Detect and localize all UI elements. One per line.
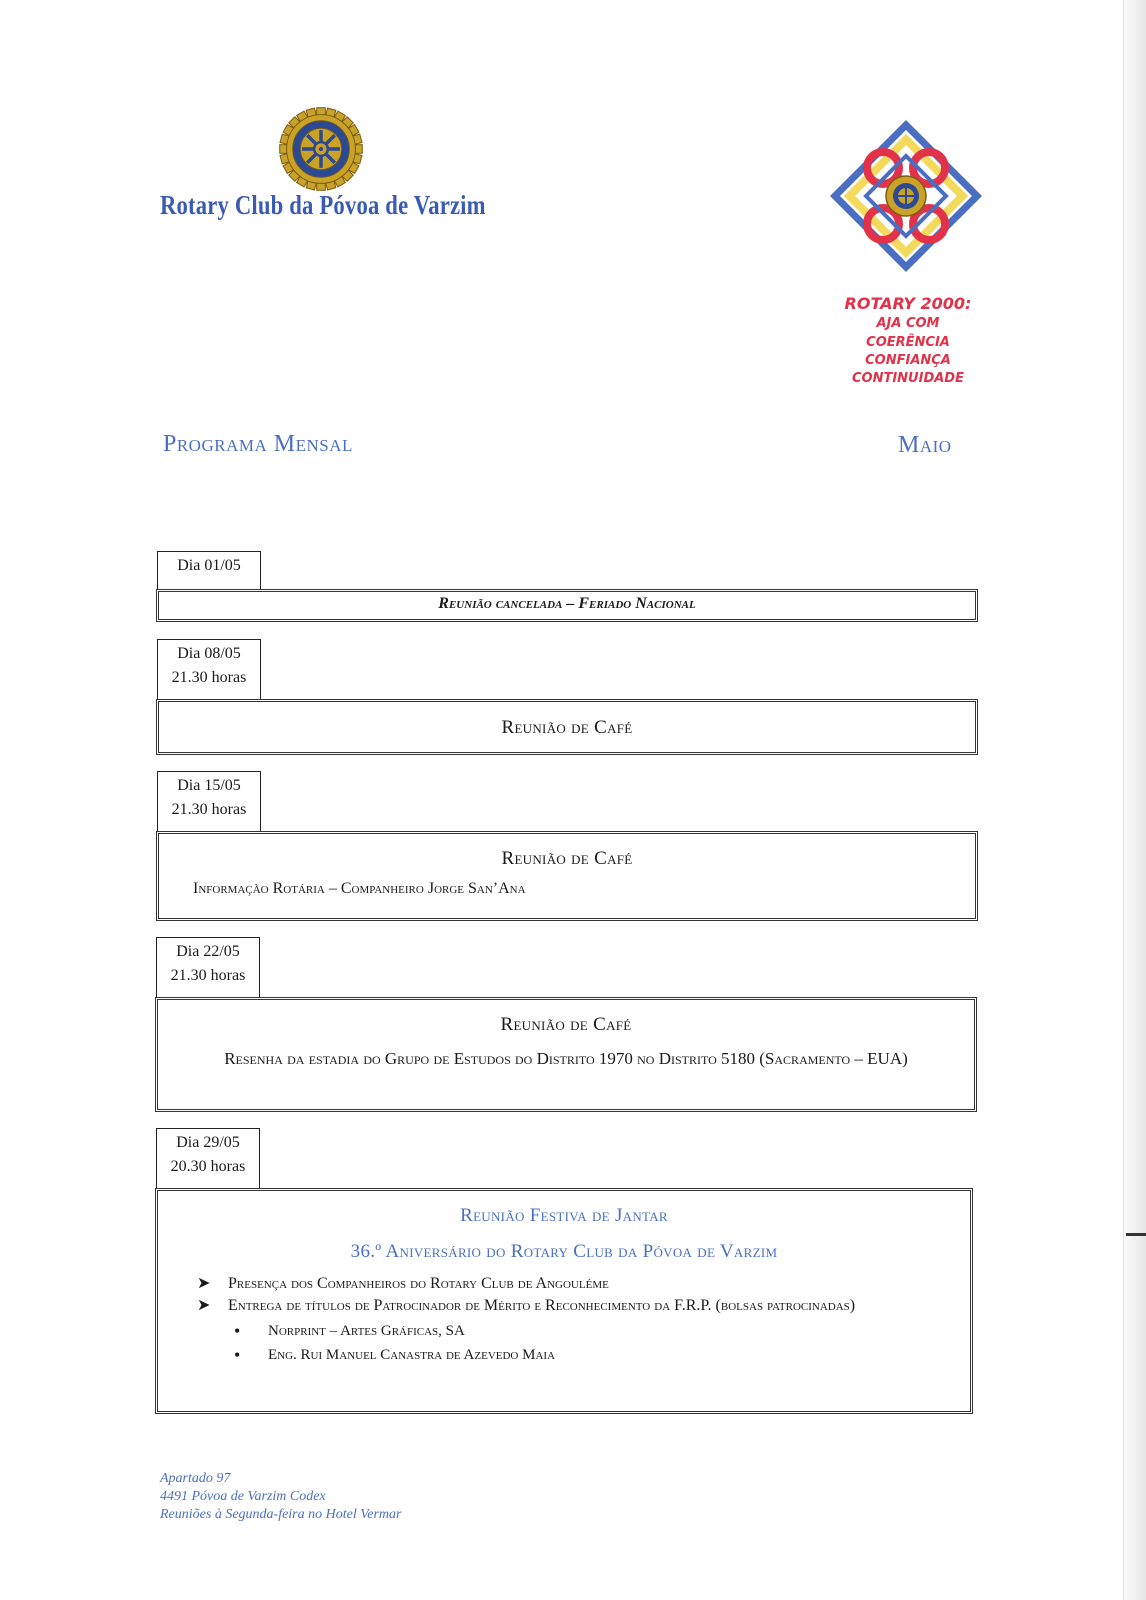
footer-address	[160, 1470, 401, 1524]
event-subtitle: 36.º Aniversário do Rotary Club da Póvoa de Varzim	[350, 1241, 778, 1262]
footer-line: Apartado 97	[160, 1471, 231, 1486]
list-item-text: Norprint – Artes Gráficas, SA	[268, 1323, 465, 1339]
rotary-2000-motto	[818, 293, 998, 388]
page-edge-shadow	[1123, 0, 1146, 1600]
club-name: Rotary Club da Póvoa de Varzim	[160, 190, 486, 220]
round-bullet-icon: •	[234, 1345, 241, 1365]
event-title: Reunião Festiva de Jantar	[460, 1205, 668, 1226]
arrow-bullet-icon: ➤	[197, 1275, 211, 1292]
event-date: Dia 01/05	[177, 557, 241, 574]
event-title: Reunião de Café	[501, 848, 633, 869]
event-date-box	[156, 937, 260, 997]
event-date-box	[157, 639, 261, 699]
event-title: Reunião cancelada – Feriado Nacional	[438, 595, 696, 612]
event-title: Reunião de Café	[501, 717, 633, 738]
motto-line: CONFIANÇA	[865, 352, 951, 368]
event-date-box	[157, 771, 261, 831]
list-item-text: Eng. Rui Manuel Canastra de Azevedo Maia	[268, 1347, 556, 1363]
rotary-2000-emblem	[826, 116, 986, 276]
program-title: Programa Mensal	[163, 431, 353, 457]
list-item	[234, 1319, 970, 1343]
rotary-wheel-logo	[278, 106, 364, 192]
motto-line: AJA COM	[876, 316, 940, 332]
list-item	[234, 1343, 970, 1367]
event-date: Dia 29/05	[176, 1134, 240, 1151]
event-date: Dia 08/05	[177, 645, 241, 662]
list-item-text: Entrega de títulos de Patrocinador de Mérito e Reconhecimento da F.R.P. (bolsas patrocinadas)	[228, 1297, 856, 1314]
footer-line: 4491 Póvoa de Varzim Codex	[160, 1489, 326, 1504]
event-box	[156, 699, 978, 755]
event-time: 21.30 horas	[171, 801, 247, 818]
event-box-festive	[155, 1188, 973, 1414]
event-detail: Informação Rotária – Companheiro Jorge San’Ana	[193, 880, 526, 897]
list-item	[197, 1273, 970, 1295]
event-items-list	[158, 1273, 970, 1317]
event-title: Reunião de Café	[500, 1014, 632, 1035]
round-bullet-icon: •	[234, 1321, 241, 1341]
motto-title: ROTARY 2000:	[844, 294, 972, 313]
event-box	[155, 997, 977, 1112]
edge-mark	[1126, 1233, 1146, 1236]
event-date: Dia 15/05	[177, 777, 241, 794]
footer-line: Reuniões à Segunda-feira no Hotel Vermar	[160, 1507, 402, 1522]
event-time: 21.30 horas	[170, 967, 246, 984]
event-box	[156, 831, 978, 921]
event-subitems-list	[158, 1319, 970, 1367]
motto-line: CONTINUIDADE	[852, 370, 964, 386]
event-time: 20.30 horas	[170, 1158, 246, 1175]
list-item	[197, 1295, 970, 1317]
event-date-box	[157, 551, 261, 589]
arrow-bullet-icon: ➤	[197, 1297, 211, 1314]
event-time: 21.30 horas	[171, 669, 247, 686]
motto-line: COERÊNCIA	[866, 334, 950, 350]
list-item-text: Presença dos Companheiros do Rotary Club de Angouléme	[228, 1275, 609, 1292]
event-box	[156, 589, 978, 622]
event-date: Dia 22/05	[176, 943, 240, 960]
event-date-box	[156, 1128, 260, 1188]
event-detail: Resenha da estadia do Grupo de Estudos do Distrito 1970 no Distrito 5180 (Sacramento – EUA)	[224, 1049, 908, 1068]
month-title: Maio	[898, 432, 952, 458]
